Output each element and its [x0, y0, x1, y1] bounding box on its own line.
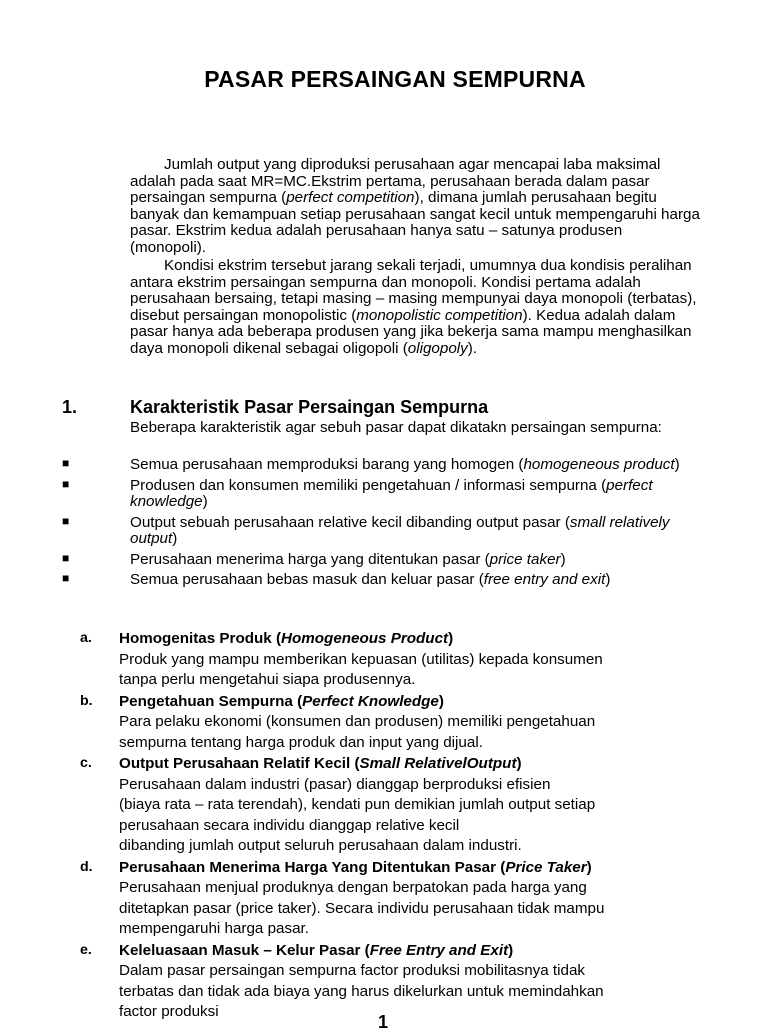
intro-text: [130, 157, 700, 359]
section-number: 1.: [62, 397, 78, 417]
list-item: ■ Semua perusahaan bebas masuk dan keluar pasar (free entry and exit): [62, 571, 611, 588]
subsection-letter: d.: [80, 858, 93, 875]
subsection-list: [80, 629, 680, 1024]
subsection-heading: Homogenitas Produk (Homogeneous Product): [119, 630, 454, 647]
page-title: PASAR PERSAINGAN SEMPURNA: [204, 66, 586, 92]
list-item: ■ Perusahaan menerima harga yang ditentukan pasar (price taker): [62, 550, 566, 568]
bullet-icon: ■: [62, 550, 70, 565]
section-title: Karakteristik Pasar Persaingan Sempurna: [130, 397, 489, 417]
subsection-a: [80, 629, 680, 691]
subsection-letter: a.: [80, 630, 92, 646]
list-item: ■ Output sebuah perusahaan relative kecil dibanding output pasar (small relatively output): [62, 513, 670, 547]
subsection-letter: e.: [80, 941, 92, 958]
subsection-body: Para pelaku ekonomi (konsumen dan produsen) memiliki pengetahuan sempurna tentang harga produk dan input yang dijual.: [119, 713, 596, 751]
subsection-body: Produk yang mampu memberikan kepuasan (utilitas) kepada konsumen tanpa perlu mengetahui siapa produsennya.: [119, 650, 603, 688]
section-intro: Beberapa karakteristik agar sebuh pasar dapat dikatakn persaingan sempurna:: [130, 419, 662, 436]
subsection-heading: Perusahaan Menerima Harga Yang Ditentukan Pasar (Price Taker): [119, 858, 592, 876]
subsection-heading: Keleluasaan Masuk – Kelur Pasar (Free Entry and Exit): [119, 941, 514, 959]
bullet-icon: ■: [62, 456, 70, 470]
bullet-icon: ■: [62, 513, 70, 528]
intro-paragraph-1: Jumlah output yang diproduksi perusahaan agar mencapai laba maksimal adalah pada saat MR=MC.Ekstrim pertama, perusahaan berada dalam pasar persaingan sempurna (perfect competition), dimana jumlah perusahaan begitu banyak dan kemampuan setiap perusahaan sangat kecil untuk mempengaruhi harga pasar. Ekstrim kedua adalah perusahaan hanya satu – satunya produsen (monopoli).: [130, 156, 700, 256]
subsection-c: [80, 754, 680, 857]
subsection-heading: Output Perusahaan Relatif Kecil (Small RelativelOutput): [119, 755, 522, 772]
subsection-body: Dalam pasar persaingan sempurna factor produksi mobilitasnya tidak terbatas dan tidak ada biaya yang harus dikelurkan untuk memindahkan factor produksi: [119, 962, 604, 1020]
bullet-icon: ■: [62, 571, 70, 585]
subsection-heading: Pengetahuan Sempurna (Perfect Knowledge): [119, 692, 444, 710]
list-item: ■ Semua perusahaan memproduksi barang yang homogen (homogeneous product): [62, 456, 680, 473]
subsection-body: Perusahaan dalam industri (pasar) dianggap berproduksi efisien (biaya rata – rata terendah), kendati pun demikian jumlah output setiap perusahaan secara individu dianggap relative kecil dibanding jumlah output seluruh perusahaan dalam industri.: [119, 775, 596, 854]
bullet-icon: ■: [62, 476, 70, 491]
subsection-e: [80, 941, 680, 1023]
page-number: 1: [378, 1012, 389, 1032]
subsection-b: [80, 692, 680, 754]
subsection-letter: b.: [80, 692, 93, 709]
characteristics-list: [62, 457, 712, 593]
intro-paragraph-2: Kondisi ekstrim tersebut jarang sekali terjadi, umumnya dua kondisis peralihan antara ekstrim persaingan sempurna dan monopoli. Kondisi pertama adalah perusahaan bersaing, tetapi masing – masing mempunyai daya monopoli (terbatas), disebut persaingan monopolistic (monopolistic competition). Kedua adalah dalam pasar hanya ada beberapa produsen yang jika bekerja sama mampu menghasilkan daya monopoli dikenal sebagai oligopoli (oligopoly).: [130, 257, 697, 357]
list-item: ■ Produsen dan konsumen memiliki pengetahuan / informasi sempurna (perfect knowledge): [62, 476, 653, 510]
subsection-body: Perusahaan menjual produknya dengan berpatokan pada harga yang ditetapkan pasar (price taker). Secara individu perusahaan tidak mampu mempengaruhi harga pasar.: [119, 879, 605, 937]
subsection-letter: c.: [80, 755, 92, 771]
subsection-d: [80, 858, 680, 940]
